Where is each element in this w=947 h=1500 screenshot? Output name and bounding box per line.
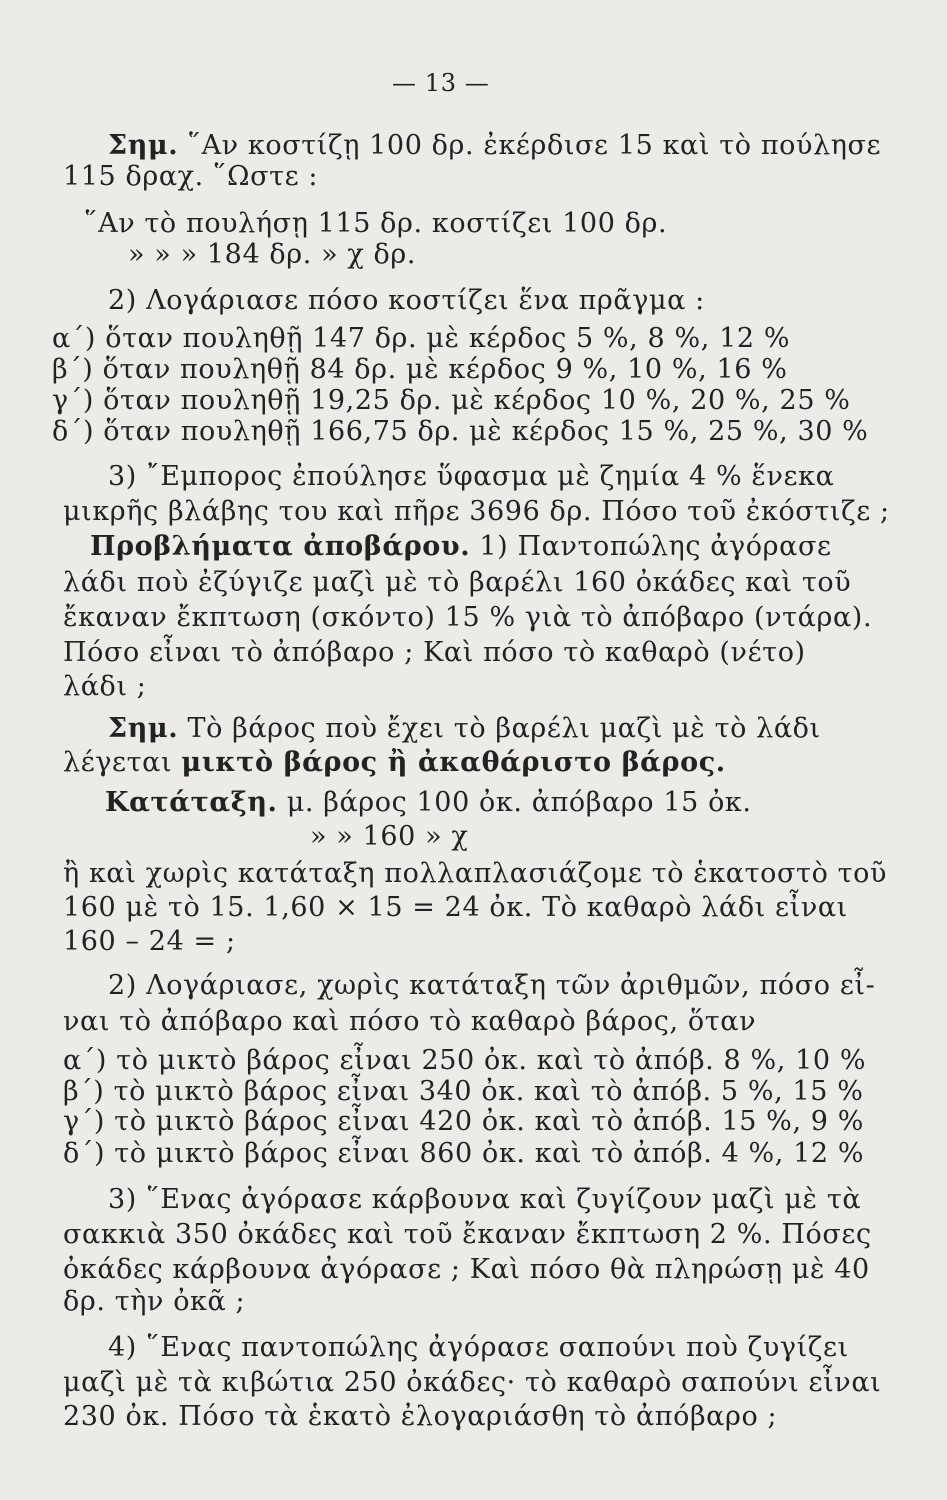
text-line (63, 1105, 864, 1139)
line-text: 160 μὲ τὸ 15. 1,60 × 15 = 24 ὀκ. Τὸ καθαρὸ λάδι εἶναι (63, 892, 848, 923)
text-line (63, 746, 726, 780)
text-line (63, 495, 890, 529)
line-text: 115 δραχ. ῞Ωστε : (63, 161, 319, 192)
text-line (108, 284, 705, 318)
bold-heading: Προβλήματα ἀποβάρου. (90, 531, 471, 562)
bold-heading: Σημ. (108, 713, 179, 744)
line-text: λέγεται (63, 747, 182, 778)
text-line (63, 925, 236, 959)
text-line (63, 1005, 756, 1039)
text-line (63, 1253, 870, 1287)
line-text: δρ. τὴν ὀκᾶ ; (63, 1286, 246, 1317)
line-text: ἔκαναν ἔκπτωση (σκόντο) 15 % γιὰ τὸ ἀπόβαρο (ντάρα). (63, 602, 873, 633)
text-line (108, 712, 821, 746)
line-text: λάδι ; (63, 671, 147, 702)
text-line (52, 353, 788, 387)
line-text: 2) Λογάριασε πόσο κοστίζει ἕνα πρᾶγμα : (108, 285, 705, 316)
text-line (310, 820, 468, 854)
line-text: Τὸ βάρος ποὺ ἔχει τὸ βαρέλι μαζὶ μὲ τὸ λάδι (178, 713, 821, 744)
page-number: — 13 — (392, 69, 490, 97)
text-line (90, 530, 832, 564)
text-line (105, 786, 752, 820)
line-text: ῞Αν κοστίζῃ 100 δρ. ἐκέρδισε 15 καὶ τὸ πούλησε (178, 130, 882, 161)
text-line (63, 670, 146, 704)
text-line (63, 857, 887, 891)
text-line (63, 1366, 881, 1400)
line-text: δ΄) ὅταν πουληθῇ 166,75 δρ. μὲ κέρδος 15 %, 25 %, 30 % (52, 416, 869, 447)
line-text: δ΄) τὸ μικτὸ βάρος εἶναι 860 ὀκ. καὶ τὸ ἀπόβ. 4 %, 12 % (63, 1138, 865, 1169)
line-text: α΄) ὅταν πουληθῇ 147 δρ. μὲ κέρδος 5 %, 8 %, 12 % (52, 323, 791, 354)
text-line (108, 1183, 861, 1217)
line-text: ναι τὸ ἀπόβαρο καὶ πόσο τὸ καθαρὸ βάρος, ὅταν (63, 1006, 757, 1037)
line-text: Πόσο εἶναι τὸ ἀπόβαρο ; Καὶ πόσο τὸ καθαρὸ (νέτο) (63, 637, 806, 668)
text-line (63, 636, 806, 670)
text-line (52, 384, 851, 418)
line-text: 3) ῎Εμπορος ἐπούλησε ὕφασμα μὲ ζημία 4 % ἕνεκα (108, 461, 835, 492)
line-text: ὀκάδες κάρβουνα ἀγόρασε ; Καὶ πόσο θὰ πληρώσῃ μὲ 40 (63, 1254, 870, 1285)
line-text: μ. βάρος 100 ὀκ. ἀπόβαρο 15 ὀκ. (277, 787, 752, 818)
line-text: » » 160 » χ (310, 821, 469, 852)
line-text: λάδι ποὺ ἐζύγιζε μαζὶ μὲ τὸ βαρέλι 160 ὀκάδες καὶ τοῦ (63, 567, 852, 598)
text-line (63, 1137, 864, 1171)
line-text: γ΄) ὅταν πουληθῇ 19,25 δρ. μὲ κέρδος 10 %, 20 %, 25 % (52, 385, 851, 416)
line-text: 3) ῞Ενας ἀγόρασε κάρβουνα καὶ ζυγίζουν μαζὶ μὲ τὰ (108, 1184, 862, 1215)
bold-heading: Κατάταξη. (105, 787, 278, 818)
line-text: 4) ῞Ενας παντοπώλης ἀγόρασε σαπούνι ποὺ ζυγίζει (108, 1332, 849, 1363)
text-line (108, 129, 881, 163)
line-text: 230 ὀκ. Πόσο τὰ ἑκατὸ ἐλογαριάσθη τὸ ἀπόβαρο ; (63, 1401, 778, 1432)
text-line (128, 238, 416, 272)
line-text: ῞Αν τὸ πουλήσῃ 115 δρ. κοστίζει 100 δρ. (84, 208, 668, 239)
text-line (63, 1400, 777, 1434)
text-line (52, 415, 868, 449)
line-text: σακκιὰ 350 ὀκάδες καὶ τοῦ ἔκαναν ἔκπτωση 2 %. Πόσες (63, 1219, 872, 1250)
line-text: β΄) ὅταν πουληθῇ 84 δρ. μὲ κέρδος 9 %, 10 %, 16 % (52, 354, 788, 385)
line-text: β΄) τὸ μικτὸ βάρος εἶναι 340 ὀκ. καὶ τὸ ἀπόβ. 5 %, 15 % (63, 1076, 864, 1107)
text-line (63, 1285, 245, 1319)
line-text: » » » 184 δρ. » χ δρ. (128, 239, 417, 270)
text-line (63, 891, 848, 925)
line-text: 1) Παντοπώλης ἀγόρασε (470, 531, 832, 562)
text-line (52, 322, 790, 356)
text-line (63, 566, 851, 600)
line-text: 160 – 24 = ; (63, 926, 236, 957)
line-text: μικρῆς βλάβης του καὶ πῆρε 3696 δρ. Πόσο τοῦ ἐκόστιζε ; (63, 496, 890, 527)
text-line (63, 1218, 872, 1252)
line-text: ἢ καὶ χωρὶς κατάταξη πολλαπλασιάζομε τὸ ἑκατοστὸ τοῦ (63, 858, 888, 889)
line-text: μαζὶ μὲ τὰ κιβώτια 250 ὀκάδες· τὸ καθαρὸ σαπούνι εἶναι (63, 1367, 882, 1398)
text-line (63, 1075, 864, 1109)
text-line (63, 1044, 866, 1078)
bold-term: μικτὸ βάρος ἢ ἀκαθάριστο βάρος. (181, 747, 726, 778)
text-line (63, 601, 872, 635)
text-line (84, 207, 667, 241)
bold-heading: Σημ. (108, 130, 179, 161)
line-text: γ΄) τὸ μικτὸ βάρος εἶναι 420 ὀκ. καὶ τὸ ἀπόβ. 15 %, 9 % (63, 1106, 865, 1137)
line-text: α΄) τὸ μικτὸ βάρος εἶναι 250 ὀκ. καὶ τὸ ἀπόβ. 8 %, 10 % (63, 1045, 867, 1076)
text-line (63, 160, 318, 194)
text-line (108, 1331, 849, 1365)
text-line (108, 969, 875, 1003)
line-text: 2) Λογάριασε, χωρὶς κατάταξη τῶν ἀριθμῶν, πόσο εἶ- (108, 970, 876, 1001)
text-line (108, 460, 834, 494)
